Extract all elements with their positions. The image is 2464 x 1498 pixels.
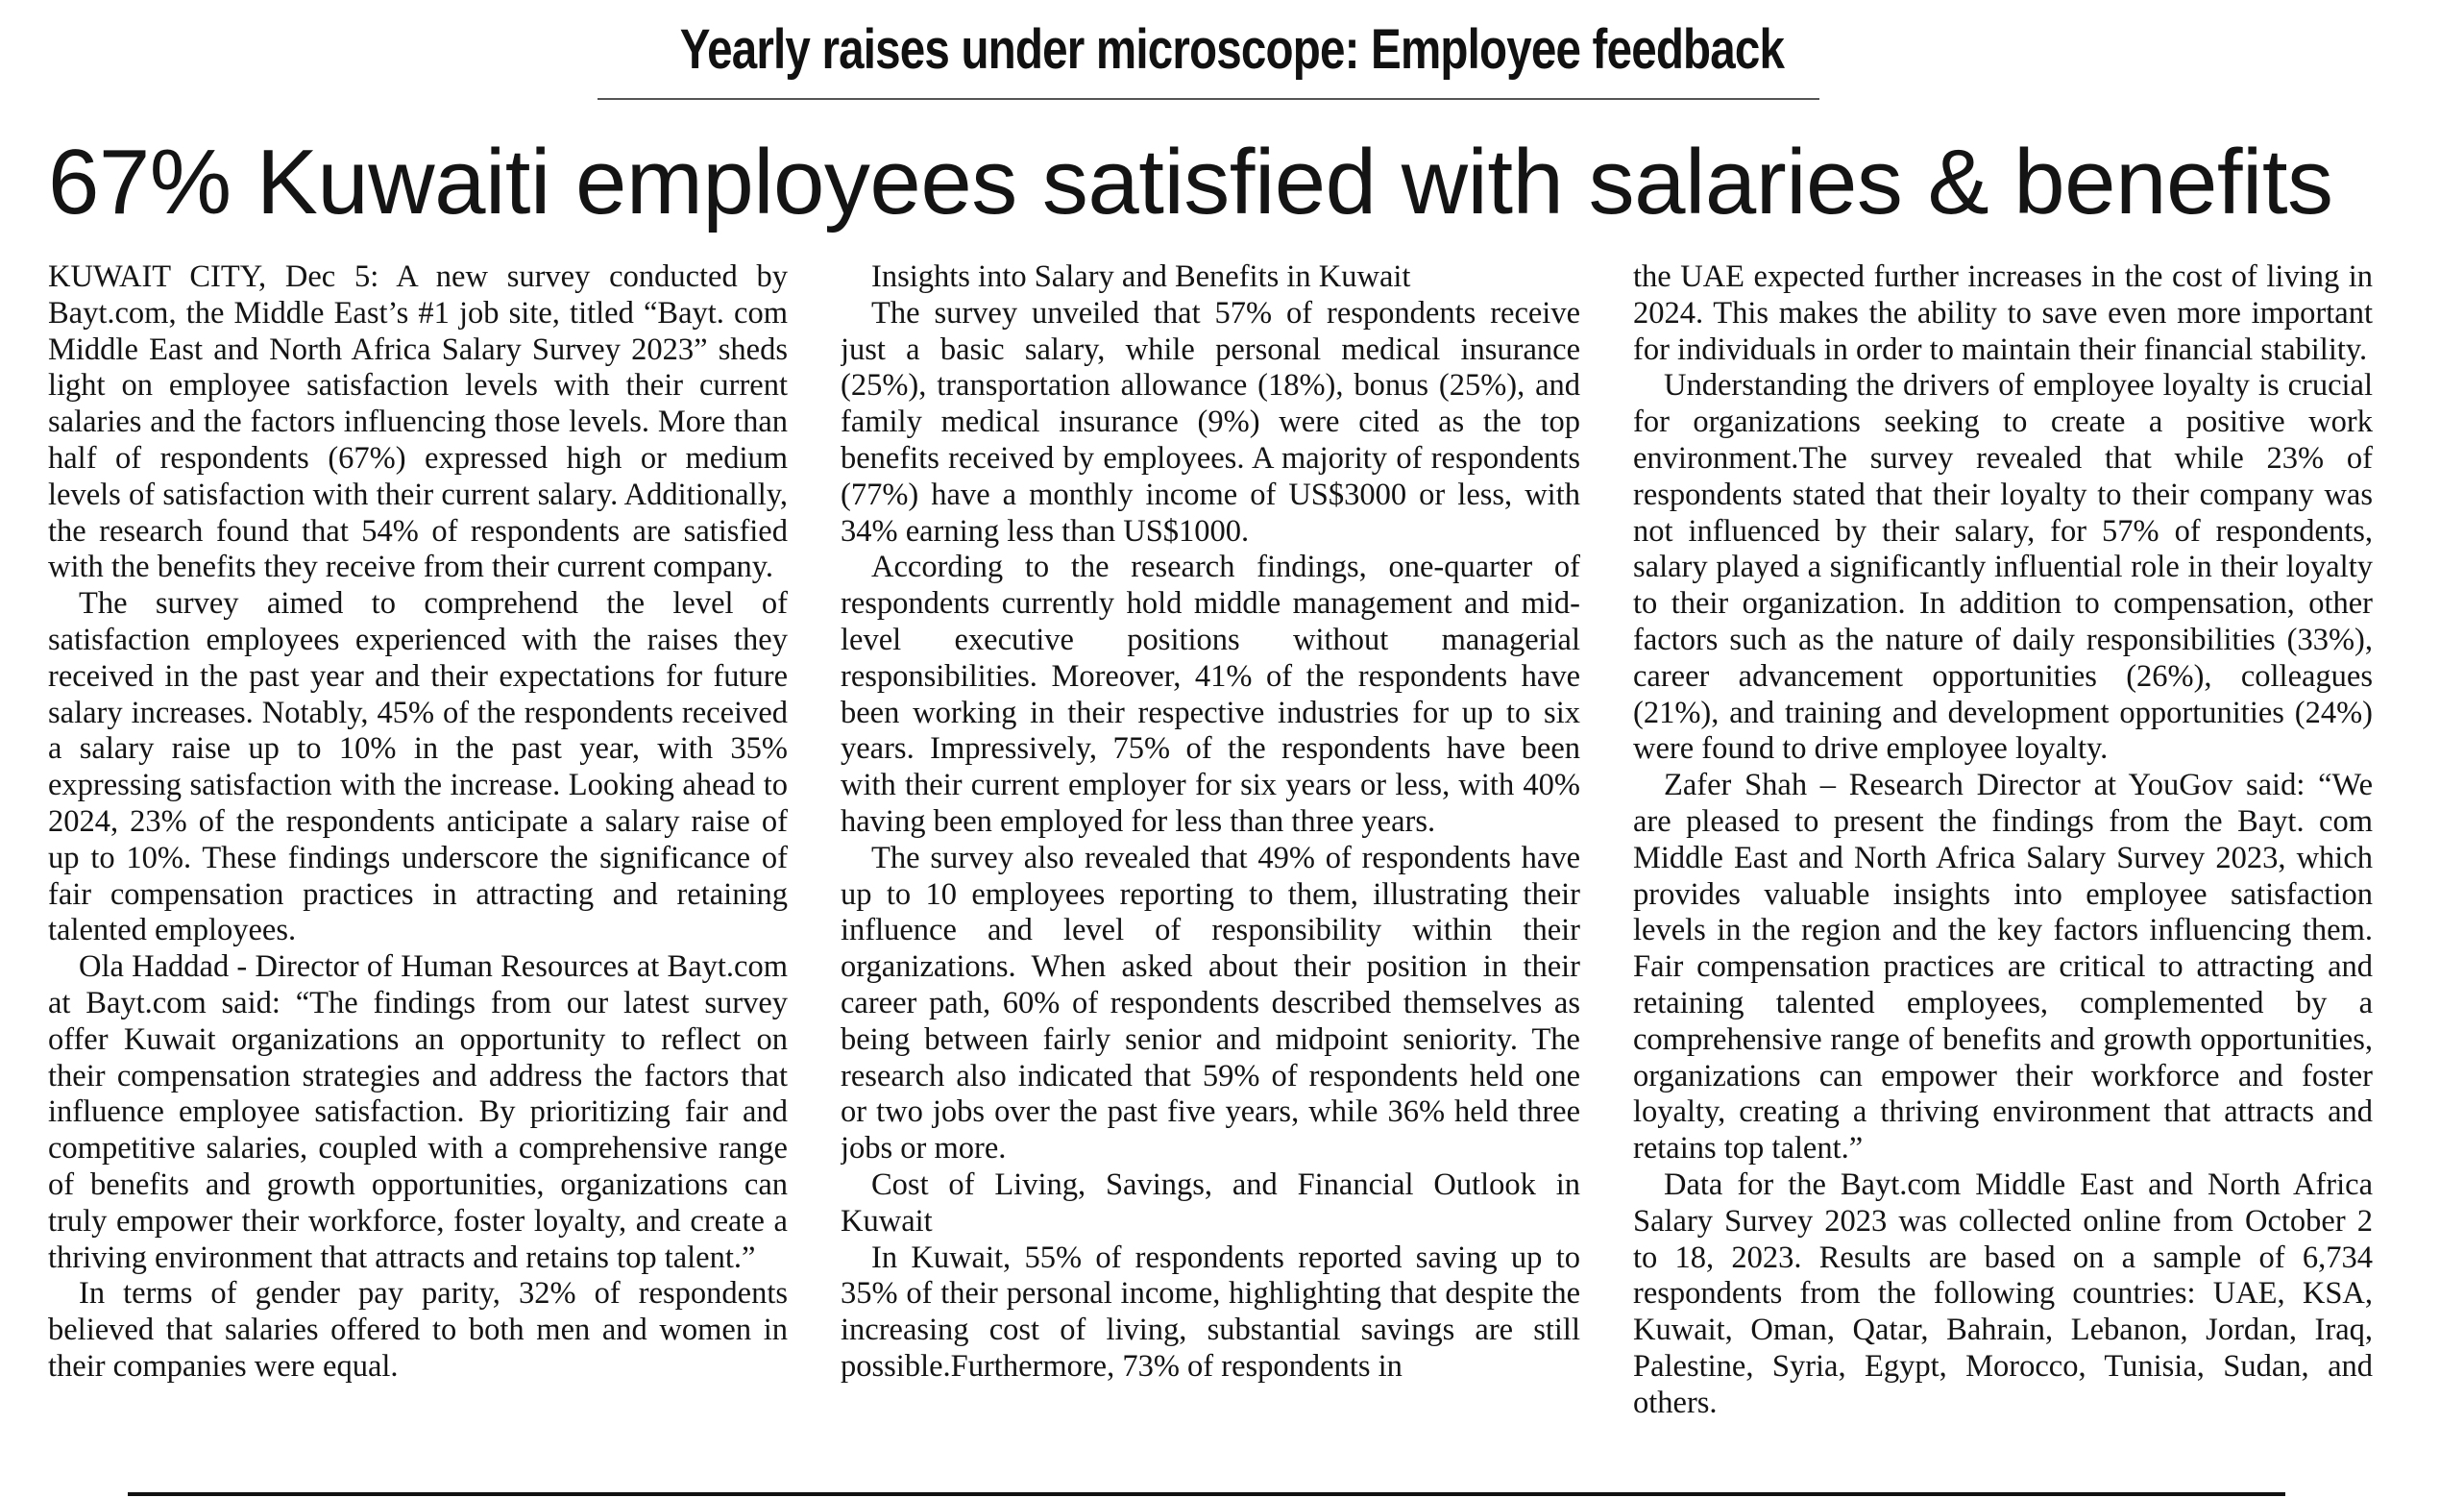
kicker-divider [598, 98, 1819, 100]
article-column-3 [1633, 259, 2373, 1480]
article-paragraph: In terms of gender pay parity, 32% of respondents believed that salaries offered to both men and women in their companies were equal. [48, 1276, 788, 1384]
article-paragraph: KUWAIT CITY, Dec 5: A new survey conducted by Bayt.com, the Middle East’s #1 job site, titled “Bayt. com Middle East and North Africa Salary Survey 2023” sheds light on employee satisfaction levels with their current salaries and the factors influencing those levels. More than half of respondents (67%) expressed high or medium levels of satisfaction with their current salary. Additionally, the research found that 54% of respondents are satisfied with the benefits they receive from their current company. [48, 259, 788, 585]
article-paragraph: According to the research findings, one-quarter of respondents currently hold middle management and mid-level executive positions without managerial responsibilities. Moreover, 41% of the respondents have been working in their respective industries for up to six years. Impressively, 75% of the respondents have been with their current employer for six years or less, with 40% having been employed for less than three years. [841, 550, 1580, 839]
section-kicker: Yearly raises under microscope: Employee feedback [679, 18, 1785, 81]
article-column-2 [841, 259, 1580, 1480]
article-paragraph: Cost of Living, Savings, and Financial Outlook in Kuwait [841, 1166, 1580, 1239]
article-paragraph: Insights into Salary and Benefits in Kuwait [871, 259, 1411, 294]
article-paragraph: The survey unveiled that 57% of respondents receive just a basic salary, while personal medical insurance (25%), transportation allowance (18%), bonus (25%), and family medical insurance (9%) were cited as the top benefits received by employees. A majority of respondents (77%) have a monthly income of US$3000 or less, with 34% earning less than US$1000. [841, 295, 1580, 549]
article-body [48, 259, 2373, 1480]
article-paragraph: Zafer Shah – Research Director at YouGov said: “We are pleased to present the findings from the Bayt. com Middle East and North Africa Salary Survey 2023, which provides valuable insights into employee satisfaction levels in the region and the key factors influencing them. Fair compensation practices are critical to attracting and retaining talented employees, complemented by a comprehensive range of benefits and growth opportunities, organizations can empower their workforce and foster loyalty, creating a thriving environment that attracts and retains top talent.” [1633, 768, 2373, 1166]
article-paragraph: The survey also revealed that 49% of respondents have up to 10 employees reporting to them, illustrating their influence and level of responsibility within their organizations. When asked about their position in their career path, 60% of respondents described themselves as being between fairly senior and midpoint seniority. The research also indicated that 59% of respondents held one or two jobs over the past five years, while 36% held three jobs or more. [841, 840, 1580, 1166]
article-headline: 67% Kuwaiti employees satisfied with salaries & benefits [48, 131, 2333, 233]
article-paragraph: The survey aimed to comprehend the level of satisfaction employees experienced with the raises they received in the past year and their expectations for future salary increases. Notably, 45% of the respondents received a salary raise up to 10% in the past year, with 35% expressing satisfaction with the increase. Looking ahead to 2024, 23% of the respondents anticipate a salary raise of up to 10%. These findings underscore the significance of fair compensation practices in attracting and retaining talented employees. [48, 586, 788, 948]
article-paragraph: Ola Haddad - Director of Human Resources at Bayt.com at Bayt.com said: “The findings from our latest survey offer Kuwait organizations an opportunity to reflect on their compensation strategies and address the factors that influence employee satisfaction. By prioritizing fair and competitive salaries, coupled with a comprehensive range of benefits and growth opportunities, organizations can truly empower their workforce, foster loyalty, and create a thriving environment that attracts and retains top talent.” [48, 949, 788, 1275]
article-column-1 [48, 259, 788, 1480]
article-paragraph: In Kuwait, 55% of respondents reported saving up to 35% of their personal income, highlighting that despite the increasing cost of living, substantial savings are still possible.Furthermore, 73% of respondents in [841, 1240, 1580, 1384]
article-paragraph: the UAE expected further increases in the cost of living in 2024. This makes the ability to save even more important for individuals in order to maintain their financial stability. [1633, 259, 2373, 367]
article-paragraph: Understanding the drivers of employee loyalty is crucial for organizations seeking to create a positive work environment.The survey revealed that while 23% of respondents stated that their loyalty to their company was not influenced by their salary, for 57% of respondents, salary played a significantly influential role in their loyalty to their organization. In addition to compensation, other factors such as the nature of daily responsibilities (33%), career advancement opportunities (26%), colleagues (21%), and training and development opportunities (24%) were found to drive employee loyalty. [1633, 368, 2373, 767]
bottom-divider [128, 1492, 2285, 1496]
article-paragraph: Data for the Bayt.com Middle East and North Africa Salary Survey 2023 was collected online from October 2 to 18, 2023. Results are based on a sample of 6,734 respondents from the following countries: UAE, KSA, Kuwait, Oman, Qatar, Bahrain, Lebanon, Jordan, Iraq, Palestine, Syria, Egypt, Morocco, Tunisia, Sudan, and others. [1633, 1166, 2373, 1420]
